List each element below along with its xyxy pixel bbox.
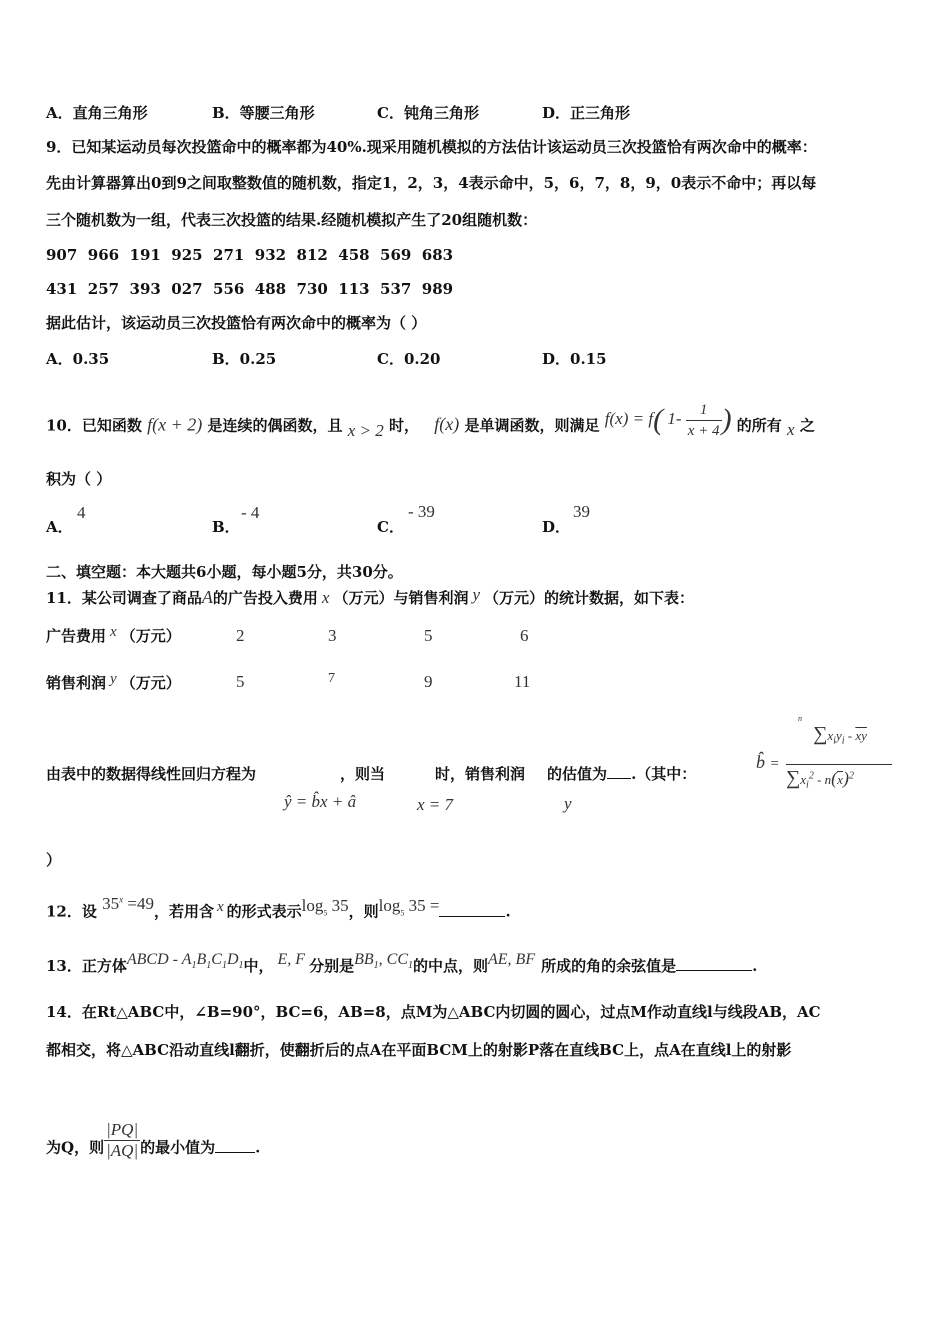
q11-line1	[46, 587, 694, 608]
table-row1-label: 广告费用 x （万元）	[46, 624, 181, 645]
q11-close: ）	[46, 851, 62, 869]
q12-text2: ，若用含	[153, 902, 214, 921]
math-35-pow-x: $35^x =49$	[102, 893, 154, 913]
q10-option-a-value: 4	[77, 503, 86, 522]
answer-blank	[215, 1152, 255, 1153]
q12-text1: 12．设	[46, 902, 97, 921]
math-y: y	[472, 585, 480, 604]
q12-text3: 的形式表示	[226, 902, 302, 921]
q12-text5: .	[505, 902, 511, 921]
q8-option-a: A．直角三角形	[46, 104, 148, 122]
q8-option-b: B．等腰三角形	[212, 104, 315, 122]
q10-line2: 积为（ ）	[46, 470, 112, 488]
section-title: 二、填空题：本大题共6小题，每小题5分，共30分。	[46, 563, 403, 581]
q11-text4: （万元）的统计数据，如下表：	[484, 589, 695, 607]
q10-option-b-value: - 4	[241, 503, 260, 522]
q10-text4: 是单调函数，则满足	[464, 416, 600, 435]
math-x-equals-7: x = 7	[417, 795, 454, 814]
answer-blank	[439, 916, 505, 917]
q8-option-d: D．正三角形	[542, 104, 631, 122]
answer-blank	[607, 778, 631, 779]
table-cell: 3	[328, 626, 337, 645]
q9-line1: 9．已知某运动员每次投篮命中的概率都为40%.现采用随机模拟的方法估计该运动员三次投篮恰有两次命中的概率：	[46, 138, 817, 156]
q9-question: 据此估计，该运动员三次投篮恰有两次命中的概率为（ ）	[46, 314, 427, 332]
math-BB1-CC1: $BB_1$, $CC_1$	[354, 951, 413, 972]
math-y: y	[564, 794, 572, 813]
math-log-5-35-equals: $\log_5 35$ =	[378, 895, 440, 918]
math-b-hat: b̂ =	[756, 752, 780, 772]
table-row2-label: 销售利润 y （万元）	[46, 671, 181, 692]
q14-line3	[46, 1120, 261, 1169]
math-x-gt-2: x > 2	[347, 421, 384, 441]
math-numerator: n $\sum x_iy_i - \overline{xy}$	[798, 714, 867, 747]
math-log-5-35: $\log_5 35$	[301, 895, 349, 918]
q13-text6: .	[752, 957, 758, 975]
q11-reg-text2: ，则当	[340, 765, 386, 783]
math-PQ-over-AQ: $\frac{|PQ|}{|AQ|}$	[106, 1120, 139, 1160]
math-A: A	[201, 587, 213, 607]
q11-text2: 的广告投入费用	[212, 589, 318, 607]
q14-text1: 为Q，则	[46, 1138, 105, 1157]
math-f-x-plus-2: f(x + 2)	[147, 414, 203, 435]
q9-option-a: A．0.35	[46, 350, 110, 368]
q14-text2: 的最小值为	[140, 1138, 216, 1157]
q14-line1: 14．在Rt△ABC中，∠B=90°，BC=6，AB=8，点M为△ABC内切圆的圆心，过点M作动直线l与线段AB，AC	[46, 1003, 821, 1021]
table-cell: 7	[328, 671, 335, 686]
q10-option-c-label: C．	[377, 518, 404, 536]
q11-regression-line	[46, 764, 696, 784]
q10-text6: 之	[799, 416, 815, 435]
math-cube: ABCD - $A_1B_1C_1D_1$	[126, 951, 244, 972]
math-AE-BF: AE, BF	[488, 951, 536, 968]
q13-text1: 13．正方体	[46, 957, 127, 975]
table-cell: 2	[236, 626, 245, 645]
q13-text2: 中，	[243, 957, 274, 975]
q9-option-d: D．0.15	[542, 350, 607, 368]
q10-option-b-label: B．	[212, 518, 240, 536]
math-equation: f(x) = f( 1- $\frac{1}{x + 4}$ )	[604, 402, 732, 439]
q9-line3: 三个随机数为一组，代表三次投篮的结果.经随机模拟产生了20组随机数：	[46, 211, 538, 229]
q13-text4: 的中点，则	[412, 957, 488, 975]
q13-text5: 所成的角的余弦值是	[541, 957, 677, 975]
table-cell: 11	[514, 672, 531, 691]
q9-random-numbers-row1: 907 966 191 925 271 932 812 458 569 683	[46, 246, 454, 264]
q12-line	[46, 893, 511, 929]
math-x: x	[216, 898, 224, 915]
q11-reg-text3: 时，销售利润	[435, 765, 526, 783]
q10-text5: 的所有	[736, 416, 782, 435]
table-cell: 6	[520, 626, 529, 645]
q10-option-d-label: D．	[542, 518, 571, 536]
q11-reg-text4: 的估值为	[547, 765, 608, 783]
q10-line1	[46, 402, 815, 447]
q10-number: 10．已知函数	[46, 416, 142, 435]
q10-option-c-value: - 39	[408, 502, 435, 521]
table-cell: 9	[424, 672, 433, 691]
q8-option-c: C．钝角三角形	[377, 104, 479, 122]
q11-reg-text5: .（其中：	[631, 765, 697, 783]
q11-text3: （万元）与销售利润	[333, 589, 469, 607]
q10-option-a-label: A．	[46, 518, 73, 536]
q10-text2: 是连续的偶函数，且	[207, 416, 343, 435]
q13-text3: 分别是	[309, 957, 355, 975]
math-x: x	[787, 420, 795, 440]
math-x: x	[321, 588, 330, 607]
q9-line2: 先由计算器算出0到9之间取整数值的随机数，指定1，2，3，4表示命中，5，6，7，8，9，0表示不命中；再以每	[46, 174, 817, 192]
q10-option-d-value: 39	[573, 502, 590, 521]
math-E-F: E, F	[277, 951, 306, 968]
q13-line	[46, 951, 758, 983]
math-f-x: f(x)	[434, 414, 460, 435]
answer-blank	[676, 970, 752, 971]
table-cell: 5	[424, 626, 433, 645]
q10-text3: 时，	[389, 416, 420, 435]
table-cell: 5	[236, 672, 245, 691]
q9-option-b: B．0.25	[212, 350, 277, 368]
q14-line2: 都相交，将△ABC沿动直线l翻折，使翻折后的点A在平面BCM上的射影P落在直线BC上，点A在直线l上的射影	[46, 1041, 792, 1059]
q11-text1: 11．某公司调查了商品	[46, 589, 202, 607]
q9-random-numbers-row2: 431 257 393 027 556 488 730 113 537 989	[46, 280, 454, 298]
math-denominator: $\sum x_i^2 - n(\overline{x})^2$	[786, 767, 854, 791]
fraction-bar	[786, 764, 892, 765]
q14-text3: .	[255, 1138, 261, 1157]
math-regression-equation: ŷ = b̂x + â	[284, 792, 357, 811]
q9-option-c: C．0.20	[377, 350, 441, 368]
q12-text4: ，则	[348, 902, 379, 921]
q11-reg-text1: 由表中的数据得线性回归方程为	[46, 765, 257, 783]
